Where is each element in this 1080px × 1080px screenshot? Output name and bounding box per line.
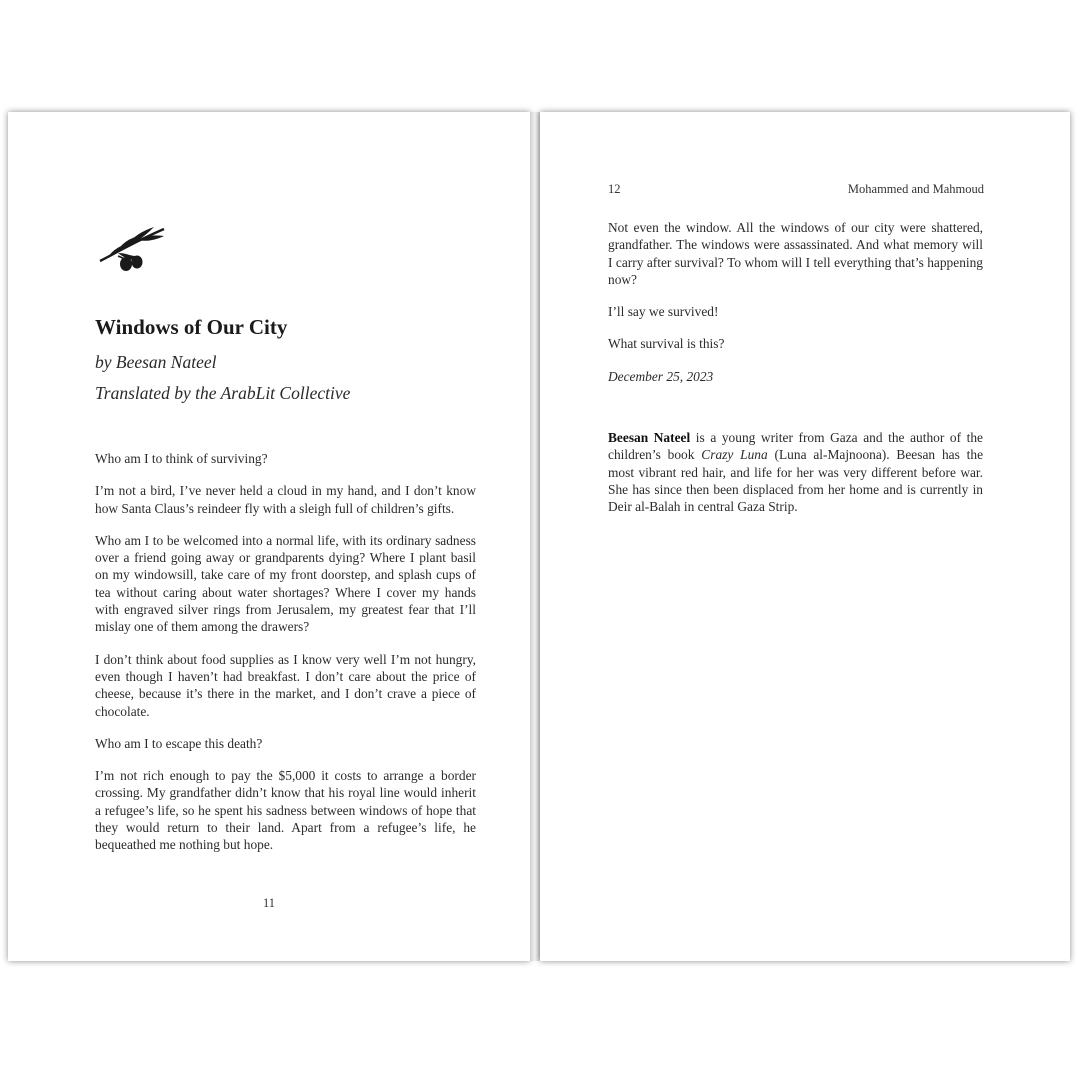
author-bio: [608, 429, 983, 515]
running-title: Mohammed and Mahmoud: [847, 182, 984, 196]
running-head: [608, 182, 984, 197]
paragraph: Who am I to escape this death?: [95, 735, 263, 751]
right-page: [540, 112, 1070, 961]
page-number: 12: [608, 182, 621, 196]
page-number: 11: [262, 896, 276, 910]
paragraph: Who am I to think of surviving?: [95, 451, 268, 466]
paragraph: I’m not rich enough to pay the $5,000 it costs to arrange a border crossing. My grandfather didn’t know that his royal line would inherit a refugee’s life, so he spent his sadness between windows of hope that they would return to their land. Apart from a refugee’s life, he bequeathed me nothing but hope.: [95, 768, 476, 853]
bio-text: is a young writer from Gaza and the author of the children’s book: [608, 430, 983, 463]
chapter-body-continued: [608, 219, 983, 400]
paragraph: Not even the window. All the windows of our city were shattered, grandfather. The windows were assassinated. And what memory will I carry after survival? To whom will I tell everything that’s happening now?: [608, 220, 983, 287]
left-page: [8, 112, 530, 961]
olive-branch-icon: [96, 223, 166, 273]
paragraph: I’ll say we survived!: [608, 304, 719, 320]
bio-text: (Luna al-Majnoona). Beesan has the most vibrant red hair, and life for her was very different before war. She has since then been displaced from her home and is currently in Deir al-Balah in central Gaza Strip.: [608, 447, 984, 515]
author-byline: by Beesan Nateel: [95, 352, 217, 372]
paragraph: What survival is this?: [608, 336, 725, 352]
paragraph: I’m not a bird, I’ve never held a cloud in my hand, and I don’t know how Santa Claus’s reindeer fly with a sleigh full of children’s gifts.: [95, 483, 476, 516]
paragraph: I don’t think about food supplies as I know very well I’m not hungry, even though I haven’t had breakfast. I don’t care about the price of cheese, because it’s there in the market, and I don’t crave a piece of chocolate.: [95, 651, 476, 719]
chapter-title: Windows of Our City: [95, 315, 288, 339]
paragraph: Who am I to be welcomed into a normal life, with its ordinary sadness over a friend going away or grandparents dying? Where I plant basil on my windowsill, take care of my front doorstep, and splash cups of tea without caring about water shortages? Where I cover my hands with engraved silver rings from Jerusalem, my greatest fear that I’ll mislay one of them among the drawers?: [95, 532, 476, 635]
chapter-body: [95, 450, 476, 869]
date-line: December 25, 2023: [608, 368, 714, 384]
bio-book-title: Crazy Luna: [701, 447, 768, 463]
translator-byline: Translated by the ArabLit Collective: [95, 383, 351, 403]
book-gutter: [530, 112, 540, 961]
bio-author-name: Beesan Nateel: [608, 430, 691, 445]
